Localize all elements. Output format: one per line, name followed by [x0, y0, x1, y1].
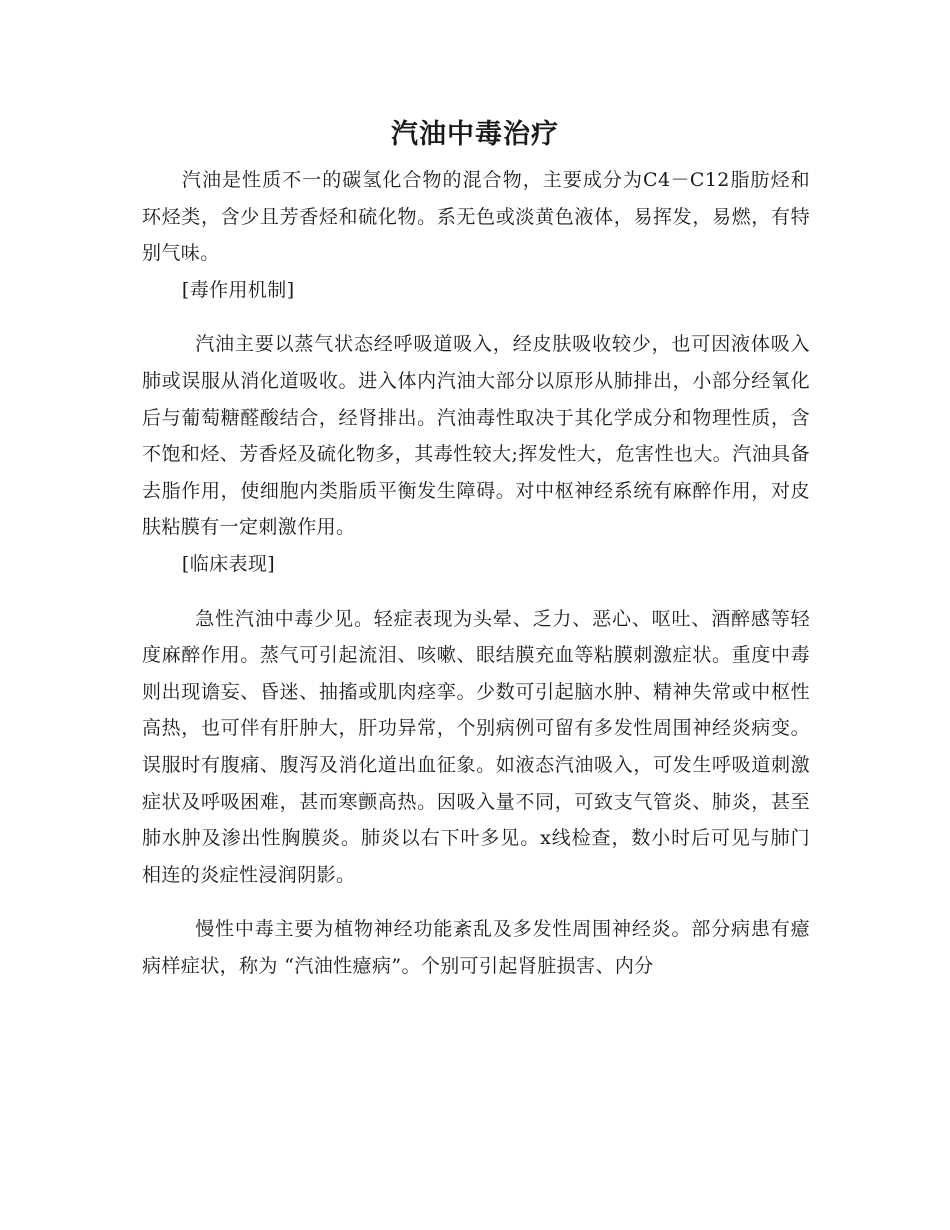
section-heading-mechanism: [毒作用机制]: [181, 278, 295, 301]
clinical-chronic-paragraph: 慢性中毒主要为植物神经功能紊乱及多发性周围神经炎。部分病患有癔病样症状，称为 “汽油性癔病”。个别可引起肾脏损害、内分: [142, 918, 810, 977]
document-body: [142, 162, 810, 984]
mechanism-paragraph: 汽油主要以蒸气状态经呼吸道吸入，经皮肤吸收较少，也可因液体吸入肺或误服从消化道吸收。进入体内汽油大部分以原形从肺排出，小部分经氧化后与葡萄糖醛酸结合，经肾排出。汽油毒性取决于其化学成分和物理性质，含不饱和烃、芳香烃及硫化物多，其毒性较大;挥发性大，危害性也大。汽油具备去脂作用，使细胞内类脂质平衡发生障碍。对中枢神经系统有麻醉作用，对皮肤粘膜有一定刺激作用。: [142, 333, 810, 539]
clinical-acute-paragraph: 急性汽油中毒少见。轻症表现为头晕、乏力、恶心、呕吐、酒醉感等轻度麻醉作用。蒸气可引起流泪、咳嗽、眼结膜充血等粘膜刺激症状。重度中毒则出现谵妄、昏迷、抽搐或肌肉痉挛。少数可引起脑水肿、精神失常或中枢性高热，也可伴有肝肿大，肝功异常，个别病例可留有多发性周围神经炎病变。误服时有腹痛、腹泻及消化道出血征象。如液态汽油吸入，可发生呼吸道刺激症状及呼吸困难，甚而寒颤高热。因吸入量不同，可致支气管炎、肺炎，甚至肺水肿及渗出性胸膜炎。肺炎以右下叶多见。x线检查，数小时后可见与肺门相连的炎症性浸润阴影。: [142, 607, 810, 886]
document-title: 汽油中毒治疗: [391, 119, 559, 150]
intro-paragraph: 汽油是性质不一的碳氢化合物的混合物，主要成分为C4－C12脂肪烃和环烃类，含少且芳香烃和硫化物。系无色或淡黄色液体，易挥发，易燃，有特别气味。: [142, 169, 810, 265]
section-heading-clinical: [临床表现]: [181, 552, 276, 575]
